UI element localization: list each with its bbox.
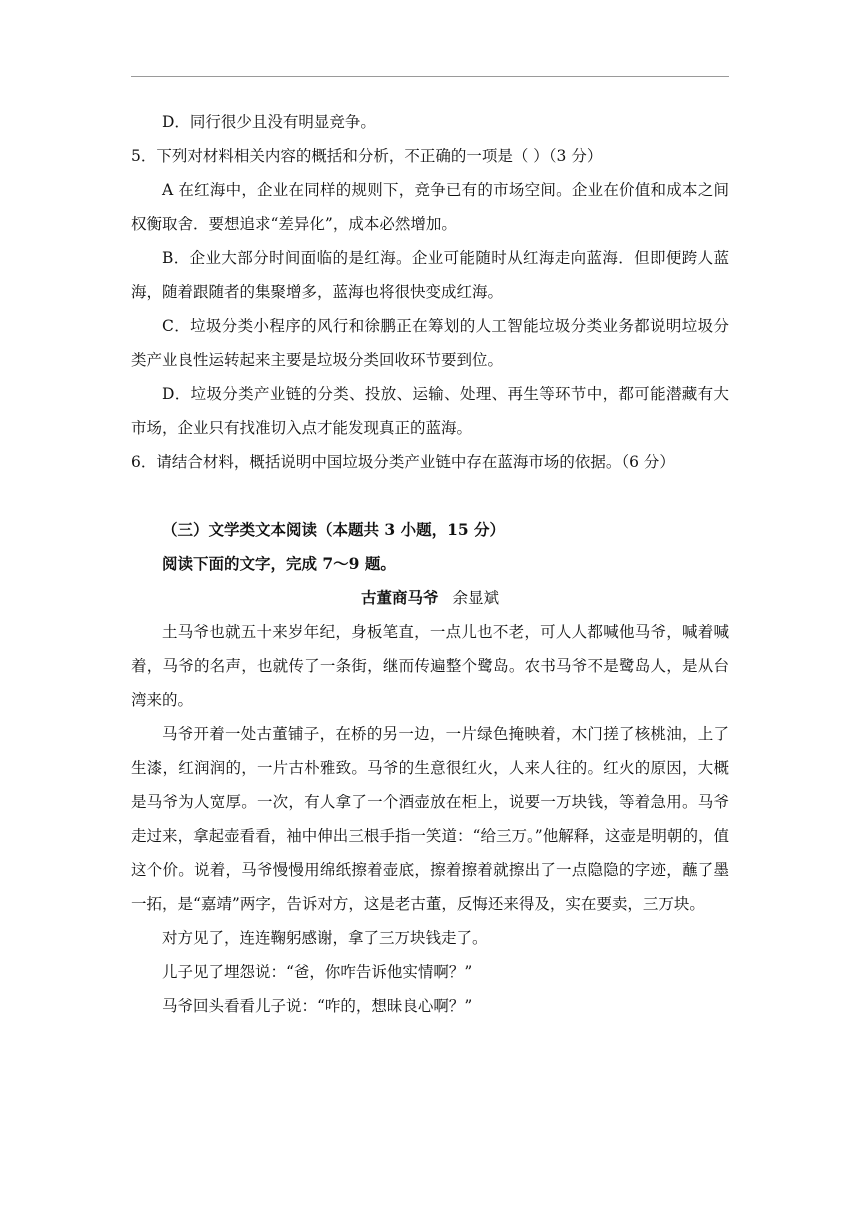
story-paragraph: 马爷开着一处古董铺子，在桥的另一边，一片绿色掩映着，木门搓了核桃油，上了生漆，红润润的，一片古朴雅致。马爷的生意很红火，人来人往的。红火的原因，大概是马爷为人宽厚。一次，有人拿了一个酒壶放在柜上，说要一万块钱，等着急用。马爷走过来，拿起壶看看，袖中伸出三根手指一笑道：“给三万。”他解释，这壶是明朝的，值这个价。说着，马爷慢慢用绵纸擦着壶底，擦着擦着就擦出了一点隐隐的字迹，蘸了墨一拓，是“嘉靖”两字，告诉对方，这是老古董，反悔还来得及，实在要卖，三万块。 [131, 725, 729, 913]
story-paragraph: 马爷回头看看儿子说：“咋的，想昧良心啊？” [162, 997, 473, 1015]
document-body [131, 105, 729, 1023]
q6-stem: 6．请结合材料，概括说明中国垃圾分类产业链中存在蓝海市场的依据。（6 分） [131, 453, 675, 471]
q5-option-a: A 在红海中，企业在同样的规则下，竞争已有的市场空间。企业在价值和成本之间权衡取舍．要想追求“差异化”，成本必然增加。 [131, 181, 729, 233]
q5-stem: 5．下列对材料相关内容的概括和分析，不正确的一项是（ ）（3 分） [131, 147, 603, 165]
story-title: 古董商马爷 [360, 588, 439, 607]
q4-option-d: D．同行很少且没有明显竞争。 [162, 113, 376, 131]
q5-option-d: D．垃圾分类产业链的分类、投放、运输、处理、再生等环节中，都可能潜藏有大市场，企业只有找准切入点才能发现真正的蓝海。 [131, 385, 729, 437]
section-heading: （三）文学类文本阅读（本题共 3 小题，15 分） [162, 520, 506, 539]
section-gap [131, 479, 729, 513]
story-author: 余显斌 [452, 589, 500, 607]
story-paragraph: 对方见了，连连鞠躬感谢，拿了三万块钱走了。 [162, 929, 488, 947]
q5-option-b: B．企业大部分时间面临的是红海。企业可能随时从红海走向蓝海．但即便跨人蓝海，随着跟随者的集聚增多，蓝海也将很快变成红海。 [131, 249, 729, 301]
story-title-line [131, 581, 729, 615]
story-paragraph: 土马爷也就五十来岁年纪，身板笔直，一点儿也不老，可人人都喊他马爷，喊着喊着，马爷的名声，也就传了一条街，继而传遍整个鹭岛。农书马爷不是鹭岛人，是从台湾来的。 [131, 623, 729, 709]
header-rule [131, 76, 729, 77]
q5-option-c: C．垃圾分类小程序的风行和徐鹏正在筹划的人工智能垃圾分类业务都说明垃圾分类产业良性运转起来主要是垃圾分类回收环节要到位。 [131, 317, 729, 369]
story-paragraph: 儿子见了埋怨说：“爸，你咋告诉他实情啊？” [162, 963, 473, 981]
section-instruction: 阅读下面的文字，完成 7～9 题。 [162, 554, 396, 573]
